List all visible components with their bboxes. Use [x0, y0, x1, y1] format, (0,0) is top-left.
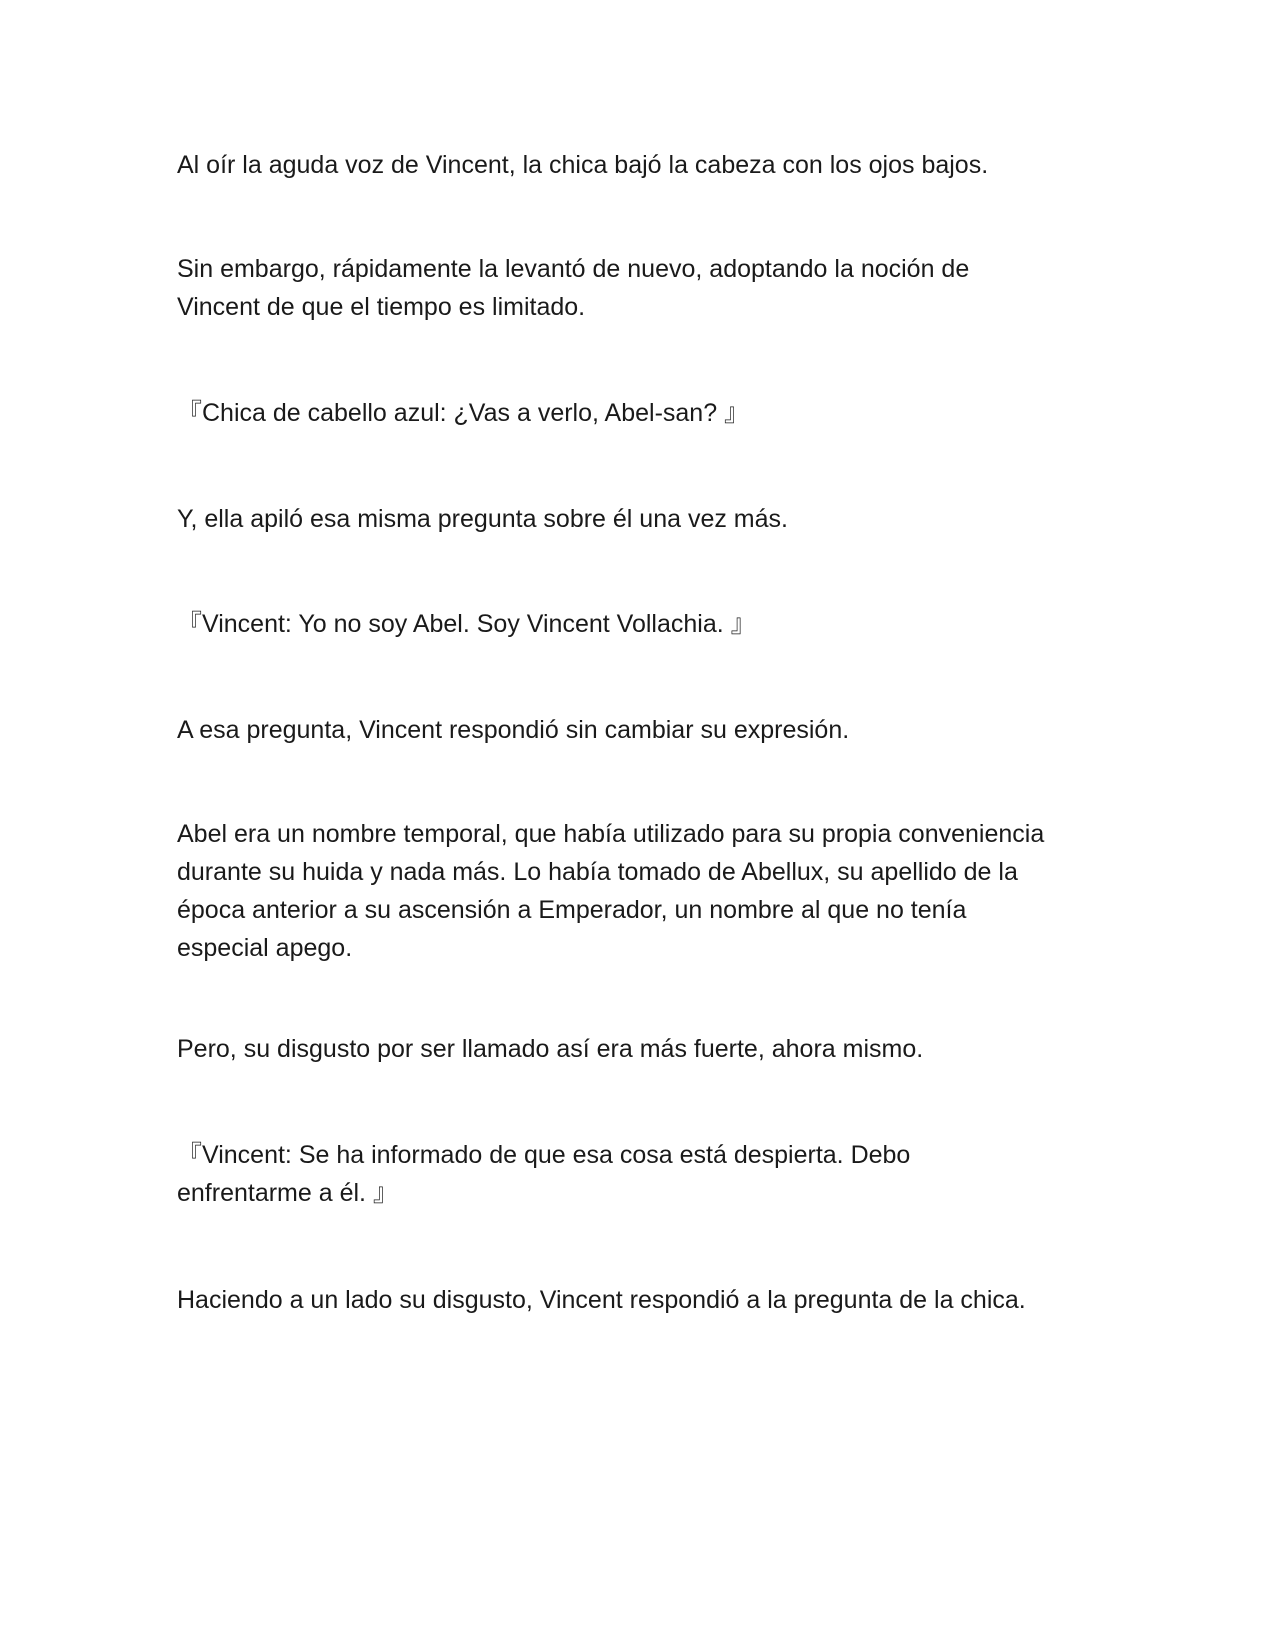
dialogue-1: 『Chica de cabello azul: ¿Vas a verlo, Abel-san? 』	[177, 399, 750, 427]
dialogue-2: 『Vincent: Yo no soy Abel. Soy Vincent Vollachia. 』	[177, 610, 756, 638]
paragraph-3: Y, ella apiló esa misma pregunta sobre él una vez más.	[177, 505, 788, 533]
paragraph-4: A esa pregunta, Vincent respondió sin cambiar su expresión.	[177, 716, 850, 744]
dialogue-3: 『Vincent: Se ha informado de que esa cosa está despierta. Debo enfrentarme a él. 』	[177, 1141, 911, 1207]
paragraph-7: Haciendo a un lado su disgusto, Vincent respondió a la pregunta de la chica.	[177, 1286, 1026, 1314]
paragraph-1: Al oír la aguda voz de Vincent, la chica bajó la cabeza con los ojos bajos.	[177, 151, 989, 179]
paragraph-5: Abel era un nombre temporal, que había utilizado para su propia conveniencia durante su huida y nada más. Lo había tomado de Abellux, su apellido de la época anterior a su ascensión a Emperador, un nombre al que no tenía especial apego.	[177, 820, 1045, 962]
paragraph-2: Sin embargo, rápidamente la levantó de nuevo, adoptando la noción de Vincent de que el tiempo es limitado.	[177, 255, 970, 321]
paragraph-6: Pero, su disgusto por ser llamado así era más fuerte, ahora mismo.	[177, 1035, 924, 1063]
